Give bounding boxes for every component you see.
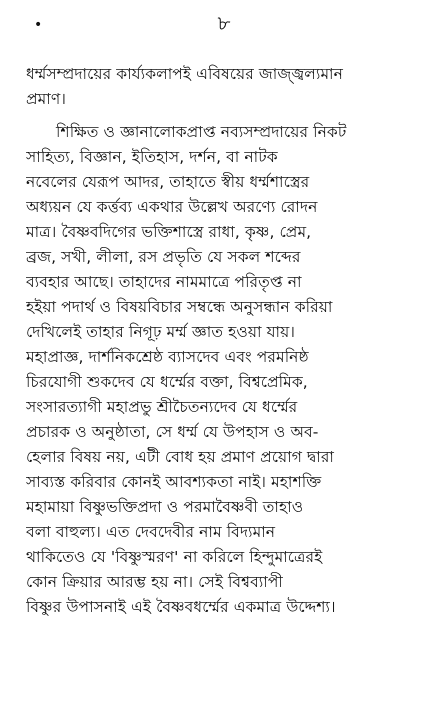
text-line: বিষ্ণুর উপাসনাই এই বৈষ্ণবধর্ম্মের একমাত্র উদ্দেশ্য। bbox=[26, 598, 336, 616]
text-line: বলা বাহুল্য। এত দেবদেবীর নাম বিদ্যমান bbox=[26, 523, 276, 541]
text-line: অধ্যয়ন যে কর্ত্তব্য একথার উল্লেখ অরণ্যে রোদন bbox=[26, 198, 318, 216]
page-number: ৮ bbox=[217, 11, 231, 35]
text-line: সাব্যস্ত করিবার কোনই আবশ্যকতা নাই। মহাশক্তি bbox=[26, 473, 322, 491]
text-line: কোন ক্রিয়ার আরম্ভ হয় না। সেই বিশ্বব্যাপী bbox=[26, 573, 283, 591]
text-line: থাকিতেও যে 'বিষ্ণুস্মরণ' না করিলে হিন্দুমাত্রেরই bbox=[26, 548, 323, 566]
paragraph-start-line: শিক্ষিত ও জ্ঞানালোকপ্রাপ্ত নব্যসম্প্রদায়ের নিকট bbox=[56, 123, 347, 141]
text-line: প্রমাণ। bbox=[26, 90, 66, 108]
text-line: ধর্ম্মসম্প্রদায়ের কার্য্যকলাপই এবিষয়ের জাজ্জ্বল্যমান bbox=[26, 65, 344, 83]
body-text bbox=[26, 62, 408, 620]
text-line: মহাপ্রাজ্ঞ, দার্শনিকশ্রেষ্ঠ ব্যাসদেব এবং পরমনিষ্ঠ bbox=[26, 348, 309, 366]
text-line: হেলার বিষয় নয়, এটী বোধ হয় প্রমাণ প্রয়োগ দ্বারা bbox=[26, 448, 334, 466]
text-line: ব্যবহার আছে। তাহাদের নামমাত্রে পরিতৃপ্ত না bbox=[26, 273, 302, 291]
text-line: হইয়া পদার্থ ও বিষয়বিচার সম্বন্ধে অনুসন্ধান করিয়া bbox=[26, 298, 333, 316]
text-line: দেখিলেই তাহার নিগূঢ় মর্ম্ম জ্ঞাত হওয়া যায়। bbox=[26, 323, 295, 341]
page-bullet-mark: • bbox=[34, 17, 43, 33]
text-line: ব্রজ, সখী, লীলা, রস প্রভৃতি যে সকল শব্দের bbox=[26, 248, 301, 266]
text-line: প্রচারক ও অনুষ্ঠাতা, সে ধর্ম্ম যে উপহাস ও অব- bbox=[26, 423, 319, 441]
text-line: নবেলের যেরূপ আদর, তাহাতে স্বীয় ধর্ম্মশাস্ত্রের bbox=[26, 173, 310, 191]
text-line: চিরযোগী শুকদেব যে ধর্ম্মের বক্তা, বিশ্বপ্রেমিক, bbox=[26, 373, 308, 391]
text-line: মাত্র। বৈষ্ণবদিগের ভক্তিশাস্ত্রে রাধা, কৃষ্ণ, প্রেম, bbox=[26, 223, 312, 241]
text-line: মহামায়া বিষ্ণুভক্তিপ্রদা ও পরমাবৈষ্ণবী তাহাও bbox=[26, 498, 304, 516]
text-line: সংসারত্যাগী মহাপ্রভু শ্রীচৈতন্যদেব যে ধর্ম্মের bbox=[26, 398, 298, 416]
text-line: সাহিত্য, বিজ্ঞান, ইতিহাস, দর্শন, বা নাটক bbox=[26, 148, 278, 166]
